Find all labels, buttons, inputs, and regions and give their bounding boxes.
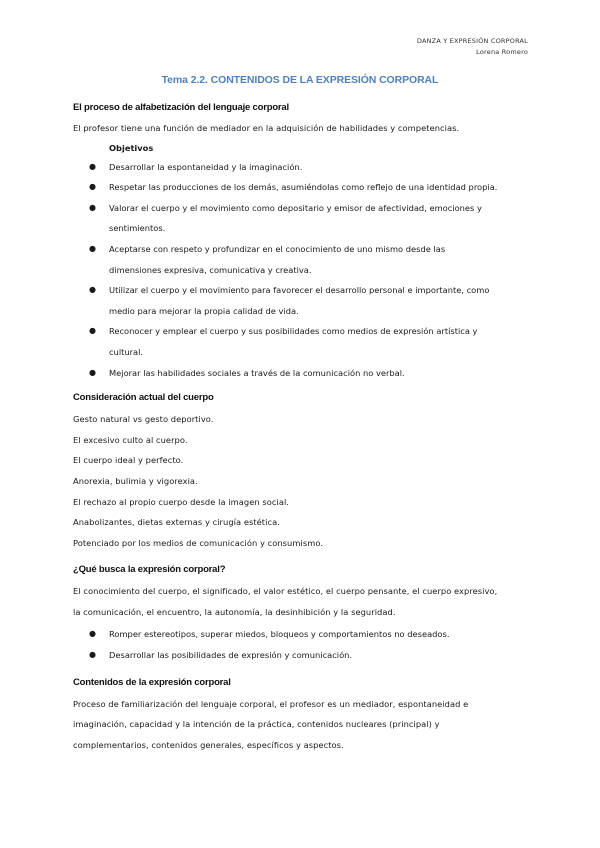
list-item: ● Utilizar el cuerpo y el movimiento para favorecer el desarrollo personal e importante, como medio para mejorar la propia calidad de vida. [73,280,533,321]
paragraph-line: Potenciado por los medios de comunicación y consumismo. [73,537,324,548]
bullet-icon: ● [89,367,96,377]
document-body [73,98,533,755]
paragraph-line: imaginación, capacidad y la intención de la práctica, contenidos nucleares (principal) y [73,719,440,730]
subheading-objetivos: Objetivos [109,142,154,153]
list-item: ● Valorar el cuerpo y el movimiento como depositario y emisor de afectividad, emociones y sentimientos. [73,198,533,239]
paragraph-line: El cuerpo ideal y perfecto. [73,455,184,466]
section-heading: Contenidos de la expresión corporal [73,676,231,688]
bullet-icon: ● [89,243,96,253]
bullet-icon: ● [89,202,96,212]
section-heading: ¿Qué busca la expresión corporal? [73,564,226,576]
bullet-icon: ● [89,629,96,639]
bullet-icon: ● [89,182,96,192]
list-item: ● Reconocer y emplear el cuerpo y sus posibilidades como medios de expresión artística y cultural. [73,321,533,362]
paragraph-line: El rechazo al propio cuerpo desde la imagen social. [73,496,289,507]
paragraph-line: la comunicación, el encuentro, la autonomía, la desinhibición y la seguridad. [73,606,396,617]
paragraph-line: Gesto natural vs gesto deportivo. [73,414,214,425]
list-item: ● Aceptarse con respeto y profundizar en el conocimiento de uno mismo desde las dimensiones expresiva, comunicativa y creativa. [73,239,533,280]
paragraph-line: Proceso de familiarización del lenguaje corporal, el profesor es un mediador, espontaneidad e [73,698,469,709]
paragraph: El profesor tiene una función de mediador en la adquisición de habilidades y competencias. [73,123,460,133]
list-item: ● Respetar las producciones de los demás, asumiéndolas como reflejo de una identidad propia. [73,177,533,198]
list-item: ● Romper estereotipos, superar miedos, bloqueos y comportamientos no deseados. [73,624,533,645]
bullet-icon: ● [89,326,96,336]
goals-list [73,624,533,665]
header-course: DANZA Y EXPRESIÓN CORPORAL [416,37,528,45]
bullet-icon: ● [89,161,96,171]
list-item: ● Desarrollar la espontaneidad y la imaginación. [73,157,533,178]
paragraph-line: Anabolizantes, dietas externas y cirugía estética. [73,517,280,528]
list-item: ● Desarrollar las posibilidades de expresión y comunicación. [73,645,533,666]
document-title: Tema 2.2. CONTENIDOS DE LA EXPRESIÓN CORPORAL [161,74,439,86]
bullet-icon: ● [89,285,96,295]
paragraph-line: complementarios, contenidos generales, específicos y aspectos. [73,739,344,750]
list-item: ● Mejorar las habilidades sociales a través de la comunicación no verbal. [73,363,533,384]
paragraph-line: El conocimiento del cuerpo, el significado, el valor estético, el cuerpo pensante, el cuerpo expresivo, [73,586,498,597]
section-heading: El proceso de alfabetización del lenguaje corporal [73,102,289,113]
paragraph-line: El excesivo culto al cuerpo. [73,434,188,445]
bullet-icon: ● [89,650,96,660]
running-header [417,36,528,58]
header-author: Lorena Romero [476,48,528,56]
section-heading: Consideración actual del cuerpo [73,392,214,404]
paragraph-line: Anorexia, bulimia y vigorexia. [73,475,198,486]
objectives-list [73,157,533,384]
